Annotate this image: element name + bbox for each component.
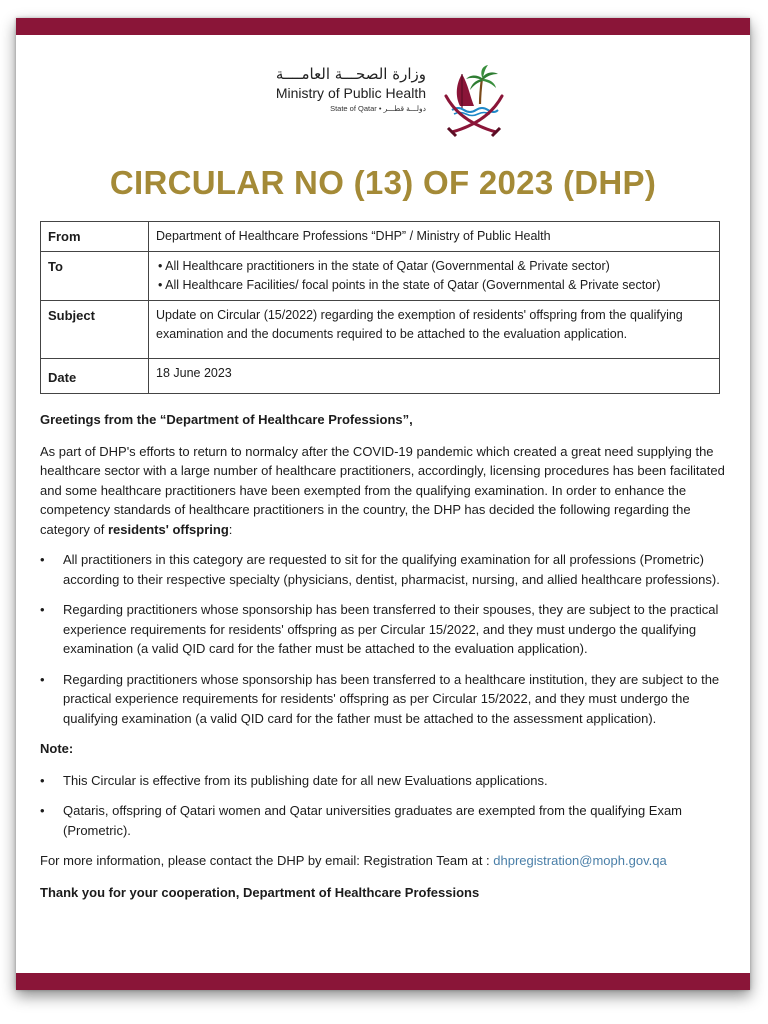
circular-info-table — [40, 221, 720, 394]
circular-title: CIRCULAR NO (13) OF 2023 (DHP) — [109, 164, 657, 201]
intro-text: As part of DHP's efforts to return to normalcy after the COVID-19 pandemic which created a great need supplying the healthcare sector with a large number of healthcare practitioners, accordingly, licensing procedures has been facilitated and some healthcare practitioners have been exempted from the qualifying examination. In order to enhance the competency standards of healthcare practitioners in the country, the DHP has decided the following regarding the category of — [40, 443, 725, 537]
subject-label: Subject — [41, 301, 149, 359]
to-label: To — [41, 252, 149, 301]
contact-text: For more information, please contact the DHP by email: Registration Team at : — [40, 853, 494, 868]
contact-email-link[interactable]: dhpregistration@moph.gov.qa — [493, 853, 667, 868]
from-label: From — [41, 222, 149, 252]
decision-list — [40, 550, 726, 728]
intro-bold: residents' offspring — [107, 521, 229, 537]
contact-line — [40, 851, 726, 871]
to-value — [149, 252, 720, 301]
note-heading: Note: — [40, 741, 74, 756]
bottom-band — [16, 973, 750, 990]
list-item: • Qataris, offspring of Qatari women and Qatar universities graduates are exempted from the qualifying Exam (Prometric). — [40, 801, 726, 840]
to-row — [41, 252, 720, 301]
greeting: Greetings from the “Department of Healthcare Professions”, — [40, 412, 413, 427]
to-item: • All Healthcare Facilities/ focal points in the state of Qatar (Governmental & Private sector) — [158, 278, 661, 292]
date-row — [41, 359, 720, 394]
thanks-line: Thank you for your cooperation, Department of Healthcare Professions — [40, 884, 480, 900]
list-item: • Regarding practitioners whose sponsorship has been transferred to their spouses, they are subject to the practical experience requirements for residents' offspring as per Circular 15/2022, and they must undergo the qualifying examination (a valid QID card for the father must be attached to the evaluation application). — [40, 600, 726, 659]
from-value: Department of Healthcare Professions “DHP” / Ministry of Public Health — [149, 222, 720, 252]
note-list — [40, 771, 726, 841]
subject-row — [41, 301, 720, 359]
to-item: • All Healthcare practitioners in the state of Qatar (Governmental & Private sector) — [158, 259, 610, 273]
logo-english: Ministry of Public Health — [275, 85, 426, 101]
list-item: • Regarding practitioners whose sponsorship has been transferred to a healthcare institution, they are subject to the practical experience requirements for residents' offspring as per Circular 15/2022, and they must undergo the qualifying examination (a valid QID card for the father must be attached to the assessment application). — [40, 670, 726, 729]
circular-body — [40, 410, 726, 902]
list-item: • All practitioners in this category are requested to sit for the qualifying examination for all professions (Prometric) according to their respective specialty (physicians, dentist, pharmacist, nursing, and allied healthcare professions). — [40, 550, 726, 589]
ministry-logo — [256, 64, 516, 144]
subject-value: Update on Circular (15/2022) regarding the exemption of residents' offspring from the qualifying examination and the documents required to be attached to the evaluation application. — [149, 301, 720, 359]
logo-state: State of Qatar • دولـــة قطـــر — [330, 104, 426, 113]
date-label: Date — [41, 359, 149, 394]
date-value: 18 June 2023 — [149, 359, 720, 394]
logo-text — [256, 64, 426, 116]
logo-arabic: وزارة الصحـــة العامــــة — [275, 65, 426, 83]
from-row — [41, 222, 720, 252]
top-band — [16, 18, 750, 35]
circular-page — [16, 18, 750, 990]
qatar-emblem-icon — [440, 64, 508, 140]
intro-end: : — [228, 521, 233, 537]
list-item: • This Circular is effective from its publishing date for all new Evaluations applications. — [40, 771, 726, 791]
intro-paragraph — [40, 442, 726, 540]
